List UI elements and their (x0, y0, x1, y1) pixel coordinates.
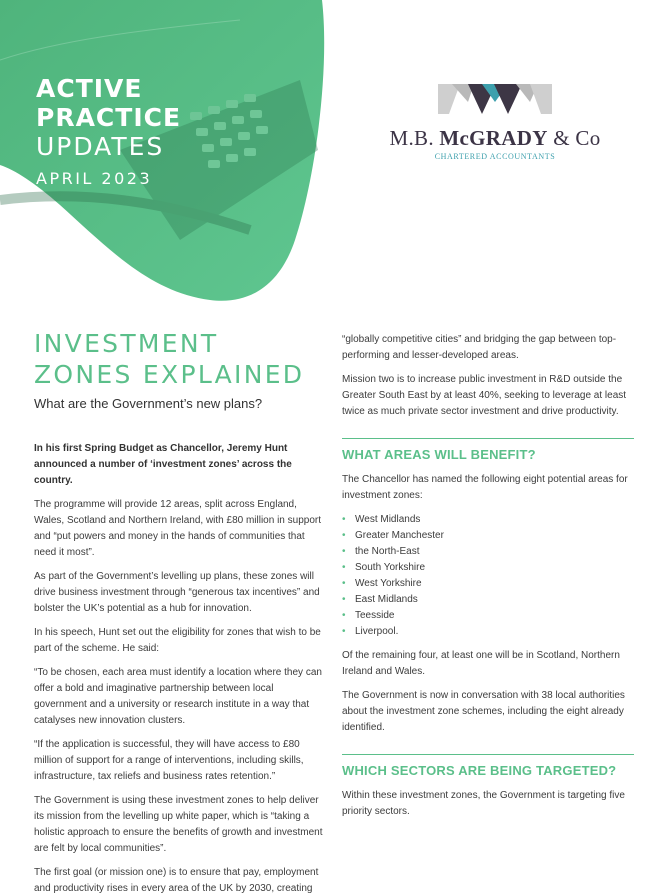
section-divider (342, 438, 634, 439)
header-title-block (36, 74, 181, 188)
body-paragraph: As part of the Government’s levelling up plans, these zones will drive business investment through “generous tax incentives” and bolster the UK’s potential as a hub for innovation. (34, 571, 320, 614)
list-item: • the North-East (342, 544, 634, 560)
article-right-column (342, 332, 634, 828)
body-paragraph: “globally competitive cities” and bridging the gap between top-performing and lesser-developed areas. (342, 334, 617, 361)
list-item: • Greater Manchester (342, 528, 634, 544)
article-title-line1: INVESTMENT (34, 329, 219, 358)
company-logo (380, 84, 610, 161)
article-subtitle: What are the Government’s new plans? (34, 396, 263, 411)
bullet-icon: • (342, 546, 346, 557)
section-intro: The Chancellor has named the following eight potential areas for investment zones: (342, 474, 628, 501)
section-heading-areas: WHAT AREAS WILL BENEFIT? (342, 447, 536, 462)
bullet-icon: • (342, 626, 346, 637)
logo-mark-icon (438, 84, 552, 118)
body-paragraph: The Government is now in conversation with 38 local authorities about the investment zone schemes, including the eight already identified. (342, 690, 625, 733)
header-title-line3: UPDATES (36, 132, 165, 161)
logo-tagline: CHARTERED ACCOUNTANTS (434, 152, 556, 161)
lead-paragraph: In his first Spring Budget as Chancellor, Jeremy Hunt announced a number of ‘investment zones’ across the country. (34, 443, 292, 486)
list-item: • Teesside (342, 608, 634, 624)
bullet-icon: • (342, 610, 346, 621)
body-paragraph: The programme will provide 12 areas, split across England, Wales, Scotland and Northern Ireland, with £80 million in support and “put powers and money in the hands of communities that need it most”. (34, 499, 322, 558)
quote-paragraph: “To be chosen, each area must identify a location where they can offer a bold and imaginative partnership between local government and a university or research institute in a way that catalyses new innovation clusters. (34, 667, 322, 726)
section-heading-sectors: WHICH SECTORS ARE BEING TARGETED? (342, 763, 617, 778)
bullet-icon: • (342, 562, 346, 573)
body-paragraph: Of the remaining four, at least one will be in Scotland, Northern Ireland and Wales. (342, 650, 620, 677)
bullet-icon: • (342, 514, 346, 525)
list-item: • East Midlands (342, 592, 634, 608)
bullet-icon: • (342, 594, 346, 605)
logo-company-name: M.B. McGRADY & Co (389, 126, 601, 150)
header-date: APRIL 2023 (36, 169, 153, 188)
list-item: • West Midlands (342, 512, 634, 528)
quote-paragraph: “If the application is successful, they will have access to £80 million of support for a range of interventions, including skills, infrastructure, tax reliefs and business rates retention.” (34, 739, 304, 782)
list-item: • South Yorkshire (342, 560, 634, 576)
header-title-line2: PRACTICE (36, 103, 182, 132)
areas-list (342, 512, 634, 640)
body-paragraph: Within these investment zones, the Government is targeting five priority sectors. (342, 790, 625, 817)
list-item: • West Yorkshire (342, 576, 634, 592)
body-paragraph: The first goal (or mission one) is to ensure that pay, employment and productivity rises in every area of the UK by 2030, creating (34, 867, 319, 894)
article-title-line2: ZONES EXPLAINED (34, 360, 305, 389)
article-title (34, 328, 326, 390)
body-paragraph: In his speech, Hunt set out the eligibility for zones that wish to be part of the scheme. He said: (34, 627, 321, 654)
bullet-icon: • (342, 530, 346, 541)
header-title-line1: ACTIVE (36, 74, 143, 103)
bullet-icon: • (342, 578, 346, 589)
list-item: • Liverpool. (342, 624, 634, 640)
body-paragraph: The Government is using these investment zones to help deliver its mission from the levelling up white paper, which is “taking a holistic approach to ensure the benefits of growth and investment are felt by local communities”. (34, 795, 323, 854)
article-left-column (34, 328, 326, 896)
body-paragraph: Mission two is to increase public investment in R&D outside the Greater South East by at least 40%, seeking to leverage at least twice as much private sector investment and drive productivity. (342, 374, 627, 417)
section-divider (342, 754, 634, 755)
